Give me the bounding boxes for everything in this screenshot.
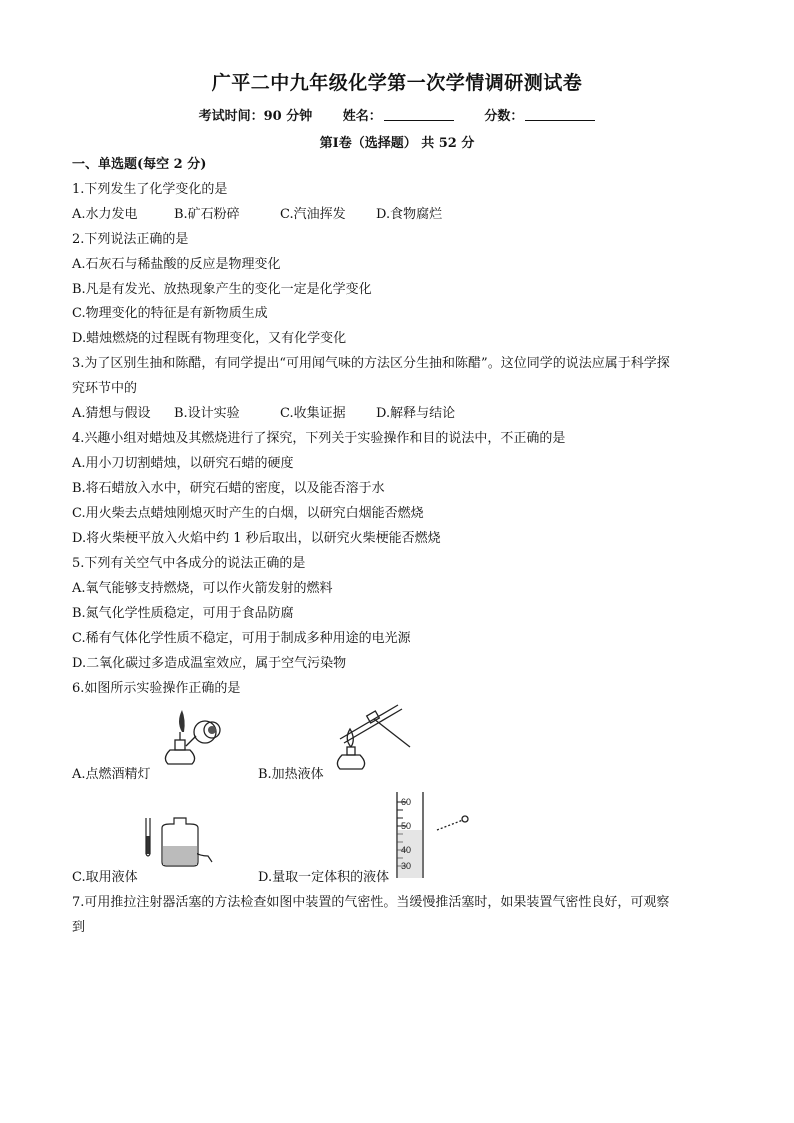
question-stem: 6.如图所示实验操作正确的是 [72,681,241,696]
question-stem: 7.可用推拉注射器活塞的方法检查如图中装置的气密性。当缓慢推活塞时，如果装置气密性良好，可观察 [72,895,670,910]
question-stem: 2.下列说法正确的是 [72,232,189,247]
exam-title: 广平二中九年级化学第一次学情调研测试卷 [211,72,583,94]
option: B.氮气化学性质稳定，可用于食品防腐 [72,606,294,621]
option: A.氧气能够支持燃烧，可以作火箭发射的燃料 [72,581,333,596]
option: B.矿石粉碎 [174,207,240,222]
question-stem: 4.兴趣小组对蜡烛及其燃烧进行了探究，下列关于实验操作和目的说法中，不正确的是 [72,431,566,446]
cylinder-tick-label: 60 [401,797,412,807]
option: D.二氧化碳过多造成温室效应，属于空气污染物 [72,656,347,671]
question-stem: 3.为了区别生抽和陈醋，有同学提出“可用闻气味的方法区分生抽和陈醋”。这位同学的说法应属于科学探 [72,356,670,371]
graduated-cylinder-figure [385,790,480,880]
score-blank[interactable] [525,108,595,121]
option: C.用火柴去点蜡烛刚熄灭时产生的白烟，以研究白烟能否燃烧 [72,506,424,521]
name-label: 姓名： [342,109,382,124]
option: C.收集证据 [280,406,346,421]
section-heading: 一、单选题(每空 2 分) [72,157,207,172]
option: C.汽油挥发 [280,207,346,222]
option: A.点燃酒精灯 [72,767,151,782]
option: D.食物腐烂 [376,207,443,222]
option: B.设计实验 [174,406,240,421]
option: C.稀有气体化学性质不稳定，可用于制成多种用途的电光源 [72,631,411,646]
option: B.凡是有发光、放热现象产生的变化一定是化学变化 [72,282,372,297]
option: D.将火柴梗平放入火焰中约 1 秒后取出，以研究火柴梗能否燃烧 [72,531,441,546]
question-stem-continued: 究环节中的 [72,381,138,396]
question-stem-continued: 到 [72,920,86,935]
cylinder-tick-label: 30 [401,861,412,871]
option: B.加热液体 [258,767,324,782]
volume-heading: 第Ⅰ卷（选择题） 共 52 分 [319,136,475,151]
option: C.取用液体 [72,870,138,885]
option: D.量取一定体积的液体 [258,870,390,885]
option-row [72,406,455,422]
option: B.将石蜡放入水中，研究石蜡的密度，以及能否溶于水 [72,481,385,496]
score-label: 分数： [484,109,524,124]
heating-liquid-figure [326,699,416,771]
alcohol-lamp-lighting-figure [152,706,232,768]
option: C.物理变化的特征是有新物质生成 [72,306,268,321]
cylinder-tick-label: 40 [401,845,412,855]
option: D.解释与结论 [376,406,456,421]
taking-liquid-figure [138,812,228,870]
option: A.水力发电 [72,207,138,222]
option-row [72,207,442,223]
name-blank[interactable] [384,108,454,121]
exam-meta [0,105,794,124]
question-stem: 5.下列有关空气中各成分的说法正确的是 [72,556,306,571]
question-stem: 1.下列发生了化学变化的是 [72,182,228,197]
option: A.石灰石与稀盐酸的反应是物理变化 [72,257,281,272]
cylinder-tick-label: 50 [401,821,412,831]
option: A.用小刀切割蜡烛，以研究石蜡的硬度 [72,456,294,471]
option: D.蜡烛燃烧的过程既有物理变化，又有化学变化 [72,331,347,346]
time-label: 考试时间：90 分钟 [198,109,313,124]
option: A.猜想与假设 [72,406,151,421]
